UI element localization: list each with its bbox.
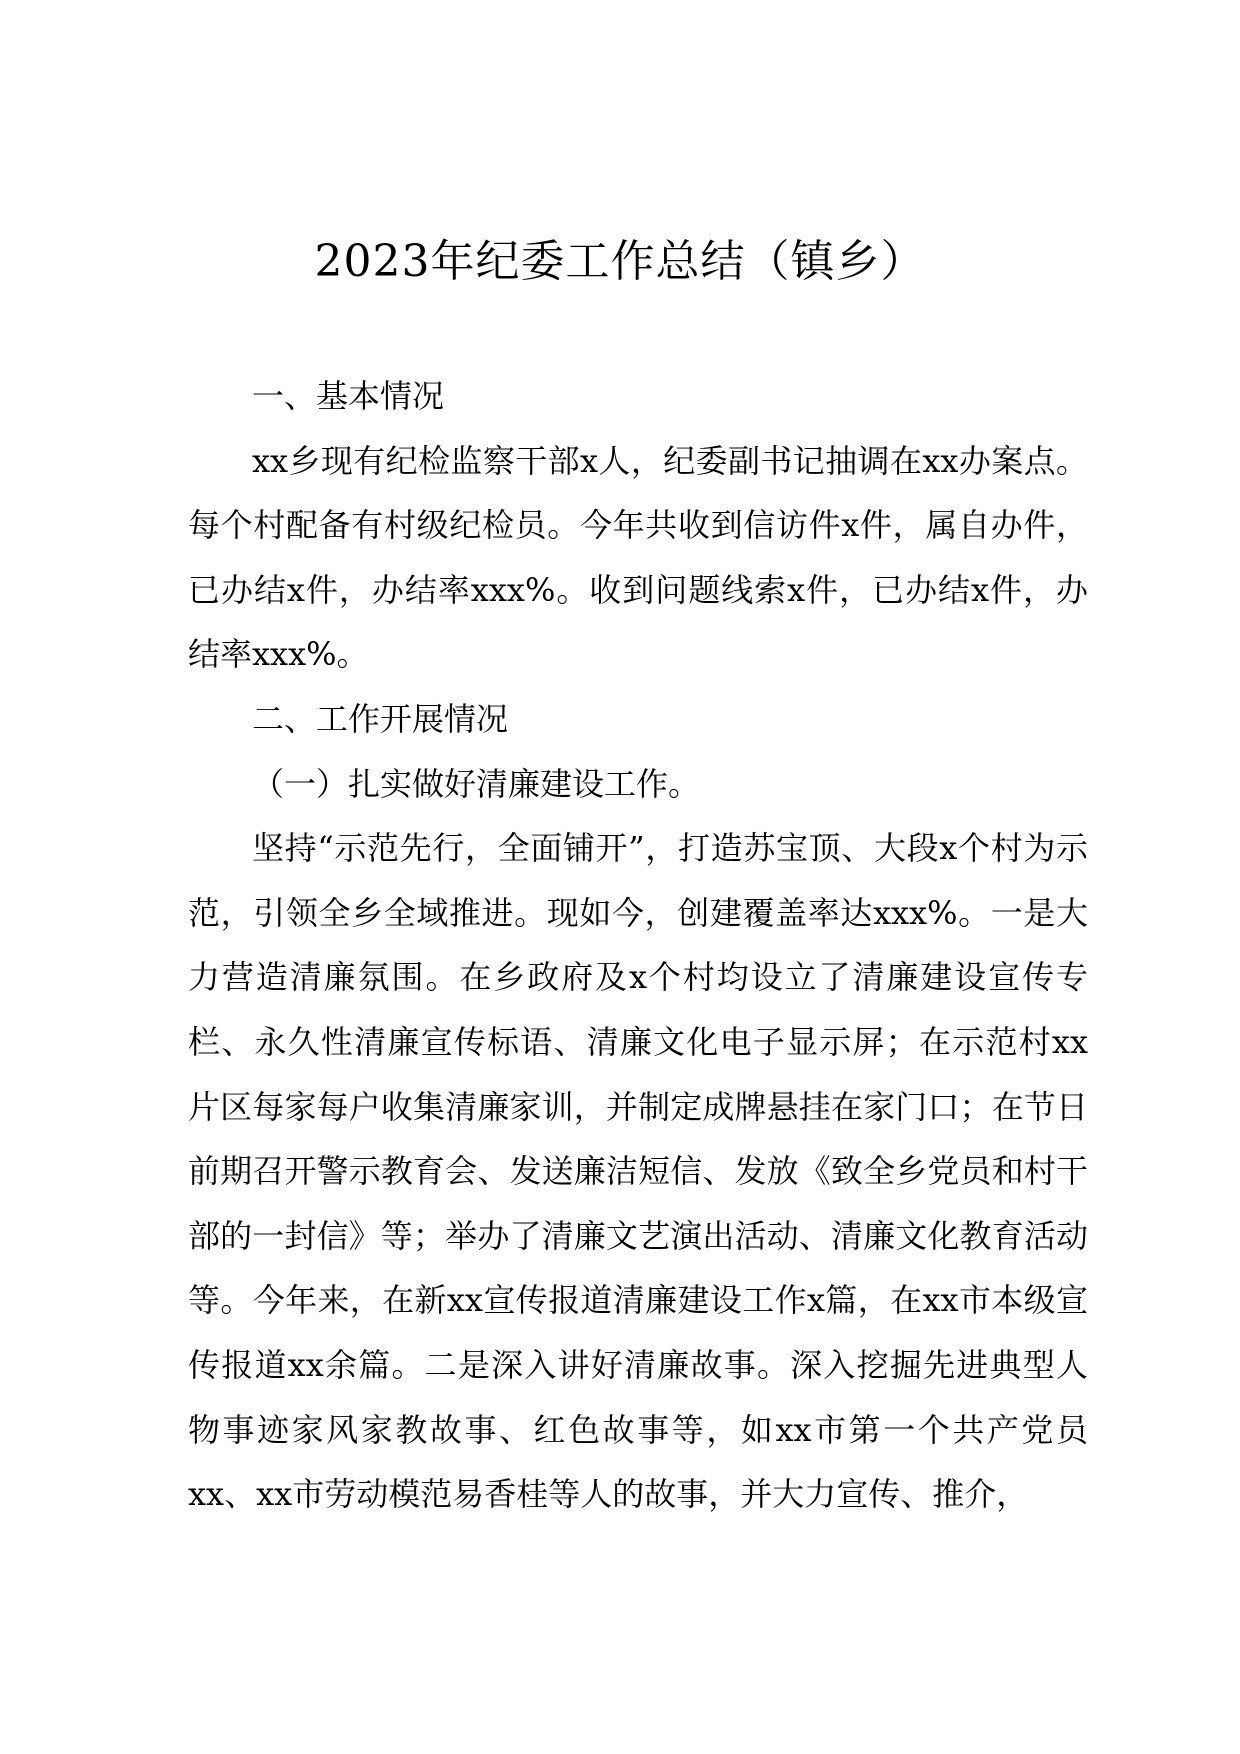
subsection-heading-clean-construction: （一）扎实做好清廉建设工作。 — [252, 764, 701, 803]
paragraph-basic-situation: xx乡现有纪检监察干部x人，纪委副书记抽调在xx办案点。每个村配备有村级纪检员。今年共收到信访件x件，属自办件，已办结x件，办结率xxx%。收到问题线索x件，已办结x件，办结率xxx%。 — [188, 441, 1088, 674]
paragraph-clean-construction: 坚持“示范先行，全面铺开”，打造苏宝顶、大段x个村为示范，引领全乡全域推进。现如今，创建覆盖率达xxx%。一是大力营造清廉氛围。在乡政府及x个村均设立了清廉建设宣传专栏、永久性清廉宣传标语、清廉文化电子显示屏；在示范村xx片区每家每户收集清廉家训，并制定成牌悬挂在家门口；在节日前期召开警示教育会、发送廉洁短信、发放《致全乡党员和村干部的一封信》等；举办了清廉文艺演出活动、清廉文化教育活动等。今年来，在新xx宣传报道清廉建设工作x篇，在xx市本级宣传报道xx余篇。二是深入讲好清廉故事。深入挖掘先进典型人物事迹家风家教故事、红色故事等，如xx市第一个共产党员xx、xx市劳动模范易香桂等人的故事，并大力宣传、推介， — [188, 829, 1088, 1514]
document-body — [188, 364, 1088, 1527]
document-title: 2023年纪委工作总结（镇乡） — [314, 236, 926, 287]
section-heading-work-progress: 二、工作开展情况 — [252, 699, 509, 738]
section-heading-basic-situation: 一、基本情况 — [252, 377, 445, 415]
